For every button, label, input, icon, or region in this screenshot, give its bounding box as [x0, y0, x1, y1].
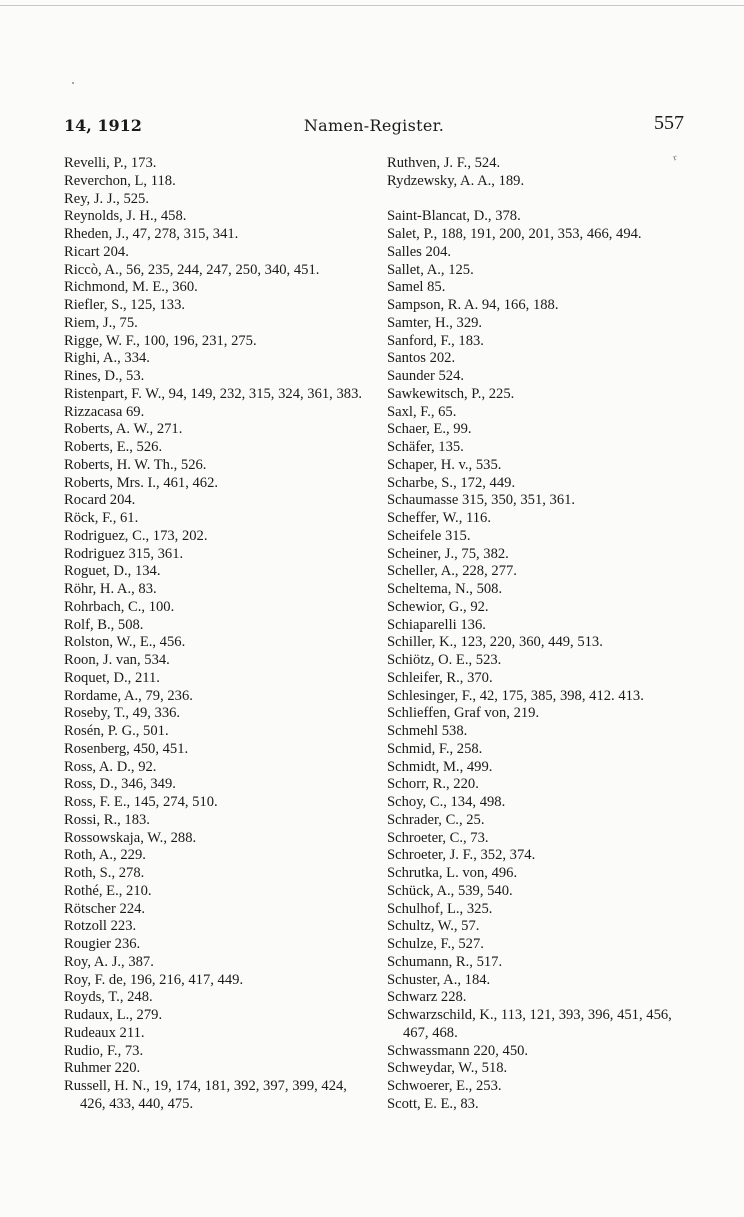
index-entry: Roon, J. van, 534.	[64, 652, 170, 668]
index-entry: Schweydar, W., 518.	[387, 1060, 508, 1077]
index-entry: Roguet, D., 134.	[64, 563, 161, 580]
left-column	[64, 155, 374, 1114]
index-entry: Rizzacasa 69.	[64, 403, 145, 420]
index-entry: Schwarzschild, K., 113, 121, 393, 396, 451, 456, 467, 468.	[387, 1007, 672, 1041]
index-entry: Schaer, E., 99.	[387, 421, 472, 438]
index-entry: Scott, E. E., 83.	[387, 1095, 479, 1112]
index-entry: Schück, A., 539, 540.	[387, 882, 513, 899]
top-rule	[0, 5, 744, 6]
index-entry: Rodriguez 315, 361.	[64, 545, 184, 562]
index-entry: Schaumasse 315, 350, 351, 361.	[387, 492, 576, 509]
index-entry: Schmehl 538.	[387, 723, 468, 739]
index-entry: Royds, T., 248.	[64, 989, 153, 1006]
index-entry: Rolston, W., E., 456.	[64, 634, 186, 651]
index-entry: Richmond, M. E., 360.	[64, 279, 198, 296]
index-entry: Scheller, A., 228, 277.	[387, 563, 517, 580]
index-entry: Roy, A. J., 387.	[64, 953, 154, 970]
speck-mark	[72, 82, 74, 84]
index-entry: Schaper, H. v., 535.	[387, 456, 502, 473]
index-entry: Rossowskaja, W., 288.	[64, 829, 197, 846]
index-entry: Rötscher 224.	[64, 900, 146, 917]
index-entry: Rheden, J., 47, 278, 315, 341.	[64, 226, 239, 242]
index-entry: Saxl, F., 65.	[387, 403, 457, 420]
index-entry: Schulze, F., 527.	[387, 936, 484, 952]
index-entry: Rudeaux 211.	[64, 1024, 145, 1041]
index-entry: Rudaux, L., 279.	[64, 1007, 163, 1023]
index-entry: Schorr, R., 220.	[387, 776, 479, 793]
index-entry: Rosén, P. G., 501.	[64, 723, 169, 739]
header-volume-year: 14, 1912	[64, 116, 142, 135]
index-entry: Schlesinger, F., 42, 175, 385, 398, 412. 413.	[387, 687, 644, 704]
index-entry: Rydzewsky, A. A., 189.	[387, 172, 525, 189]
stray-mark: ʳ	[671, 152, 681, 169]
index-entry: Scheifele 315.	[387, 527, 471, 544]
index-entry: Sawkewitsch, P., 225.	[387, 385, 515, 402]
index-entry: Schulhof, L., 325.	[387, 900, 493, 917]
index-entry: Roquet, D., 211.	[64, 669, 160, 686]
index-entry: Röck, F., 61.	[64, 510, 139, 526]
index-entry: Schwassmann 220, 450.	[387, 1042, 529, 1059]
index-entry: Saunder 524.	[387, 368, 465, 384]
index-entry: Schmidt, M., 499.	[387, 758, 493, 775]
index-entry: Revelli, P., 173.	[64, 155, 157, 171]
index-entry: Rey, J. J., 525.	[64, 190, 149, 207]
index-entry: Riccò, A., 56, 235, 244, 247, 250, 340, 451.	[64, 261, 320, 278]
index-entry: Schewior, G., 92.	[387, 598, 489, 615]
index-entry: Roberts, Mrs. I., 461, 462.	[64, 474, 219, 491]
index-entry: Scheffer, W., 116.	[387, 510, 491, 526]
index-entry: Scharbe, S., 172, 449.	[387, 474, 516, 491]
index-entry: Schumann, R., 517.	[387, 953, 503, 970]
index-entry: Schoy, C., 134, 498.	[387, 794, 506, 810]
index-entry: Roth, S., 278.	[64, 865, 145, 881]
index-entry: Roseby, T., 49, 336.	[64, 705, 181, 722]
index-entry: Schwoerer, E., 253.	[387, 1078, 502, 1094]
index-entry: Ruthven, J. F., 524.	[387, 155, 501, 171]
index-entry: Russell, H. N., 19, 174, 181, 392, 397, 399, 424, 426, 433, 440, 475.	[64, 1078, 347, 1112]
index-entry: Sampson, R. A. 94, 166, 188.	[387, 297, 559, 313]
index-entry: Scheiner, J., 75, 382.	[387, 545, 509, 562]
index-entry: Ruhmer 220.	[64, 1060, 141, 1077]
index-entry: Reverchon, L, 118.	[64, 172, 176, 189]
index-entry: Riem, J., 75.	[64, 314, 138, 331]
index-entry: Rigge, W. F., 100, 196, 231, 275.	[64, 332, 257, 349]
index-entry: Schwarz 228.	[387, 989, 467, 1006]
index-entry: Ricart 204.	[64, 243, 129, 260]
index-entry: Righi, A., 334.	[64, 350, 150, 367]
index-entry: Schroeter, J. F., 352, 374.	[387, 847, 536, 864]
index-entry: Schleifer, R., 370.	[387, 669, 493, 686]
index-entry: Schlieffen, Graf von, 219.	[387, 705, 540, 722]
right-column	[387, 152, 687, 1114]
index-entry: Schrader, C., 25.	[387, 811, 485, 828]
index-entry: Schiötz, O. E., 523.	[387, 652, 502, 668]
index-entry: Rothé, E., 210.	[64, 882, 152, 899]
index-entry: Röhr, H. A., 83.	[64, 581, 157, 597]
index-entry: Rudio, F., 73.	[64, 1042, 144, 1059]
index-entry: Scheltema, N., 508.	[387, 581, 503, 597]
index-entry: Roth, A., 229.	[64, 847, 146, 864]
index-entry: Sallet, A., 125.	[387, 261, 474, 278]
header-page-number: 557	[654, 112, 684, 134]
index-entry: Roberts, E., 526.	[64, 439, 163, 455]
index-entry: Roberts, H. W. Th., 526.	[64, 456, 207, 473]
index-entry: Rohrbach, C., 100.	[64, 598, 175, 615]
index-entry: Roy, F. de, 196, 216, 417, 449.	[64, 971, 244, 988]
index-entry: Saint-Blancat, D., 378.	[387, 208, 521, 225]
index-entry: Riefler, S., 125, 133.	[64, 297, 186, 313]
index-entry: Samel 85.	[387, 279, 446, 296]
section-gap	[387, 191, 687, 209]
index-entry: Ross, F. E., 145, 274, 510.	[64, 794, 218, 810]
index-entry: Rines, D., 53.	[64, 368, 145, 384]
index-entry: Sanford, F., 183.	[387, 332, 484, 349]
index-entry: Rotzoll 223.	[64, 918, 137, 935]
index-entry: Ross, D., 346, 349.	[64, 776, 176, 793]
header-title: Namen-Register.	[303, 116, 445, 135]
index-entry: Rocard 204.	[64, 492, 136, 509]
index-entry: Samter, H., 329.	[387, 314, 483, 331]
index-entry: Ristenpart, F. W., 94, 149, 232, 315, 324, 361, 383.	[64, 385, 363, 402]
index-entry: Schmid, F., 258.	[387, 740, 483, 757]
index-entry: Rossi, R., 183.	[64, 811, 150, 828]
index-entry: Salet, P., 188, 191, 200, 201, 353, 466, 494.	[387, 226, 642, 242]
index-entry: Schiller, K., 123, 220, 360, 449, 513.	[387, 634, 603, 651]
page-header	[64, 112, 684, 140]
index-entry: Rosenberg, 450, 451.	[64, 740, 189, 757]
index-entry: Rolf, B., 508.	[64, 616, 144, 633]
index-entry: Rordame, A., 79, 236.	[64, 687, 193, 704]
index-entry: Rodriguez, C., 173, 202.	[64, 527, 208, 544]
index-entry: Salles 204.	[387, 243, 452, 260]
index-entry: Schäfer, 135.	[387, 439, 464, 455]
index-entry: Roberts, A. W., 271.	[64, 421, 183, 438]
index-entry: Schrutka, L. von, 496.	[387, 865, 518, 881]
index-entry: Schuster, A., 184.	[387, 971, 491, 988]
index-entry: Schiaparelli 136.	[387, 616, 486, 633]
index-entry: Reynolds, J. H., 458.	[64, 208, 187, 225]
index-entry: Ross, A. D., 92.	[64, 758, 157, 775]
index-entry: Rougier 236.	[64, 936, 141, 952]
index-entry: Santos 202.	[387, 350, 456, 367]
index-entry: Schultz, W., 57.	[387, 918, 480, 935]
index-entry: Schroeter, C., 73.	[387, 829, 489, 846]
